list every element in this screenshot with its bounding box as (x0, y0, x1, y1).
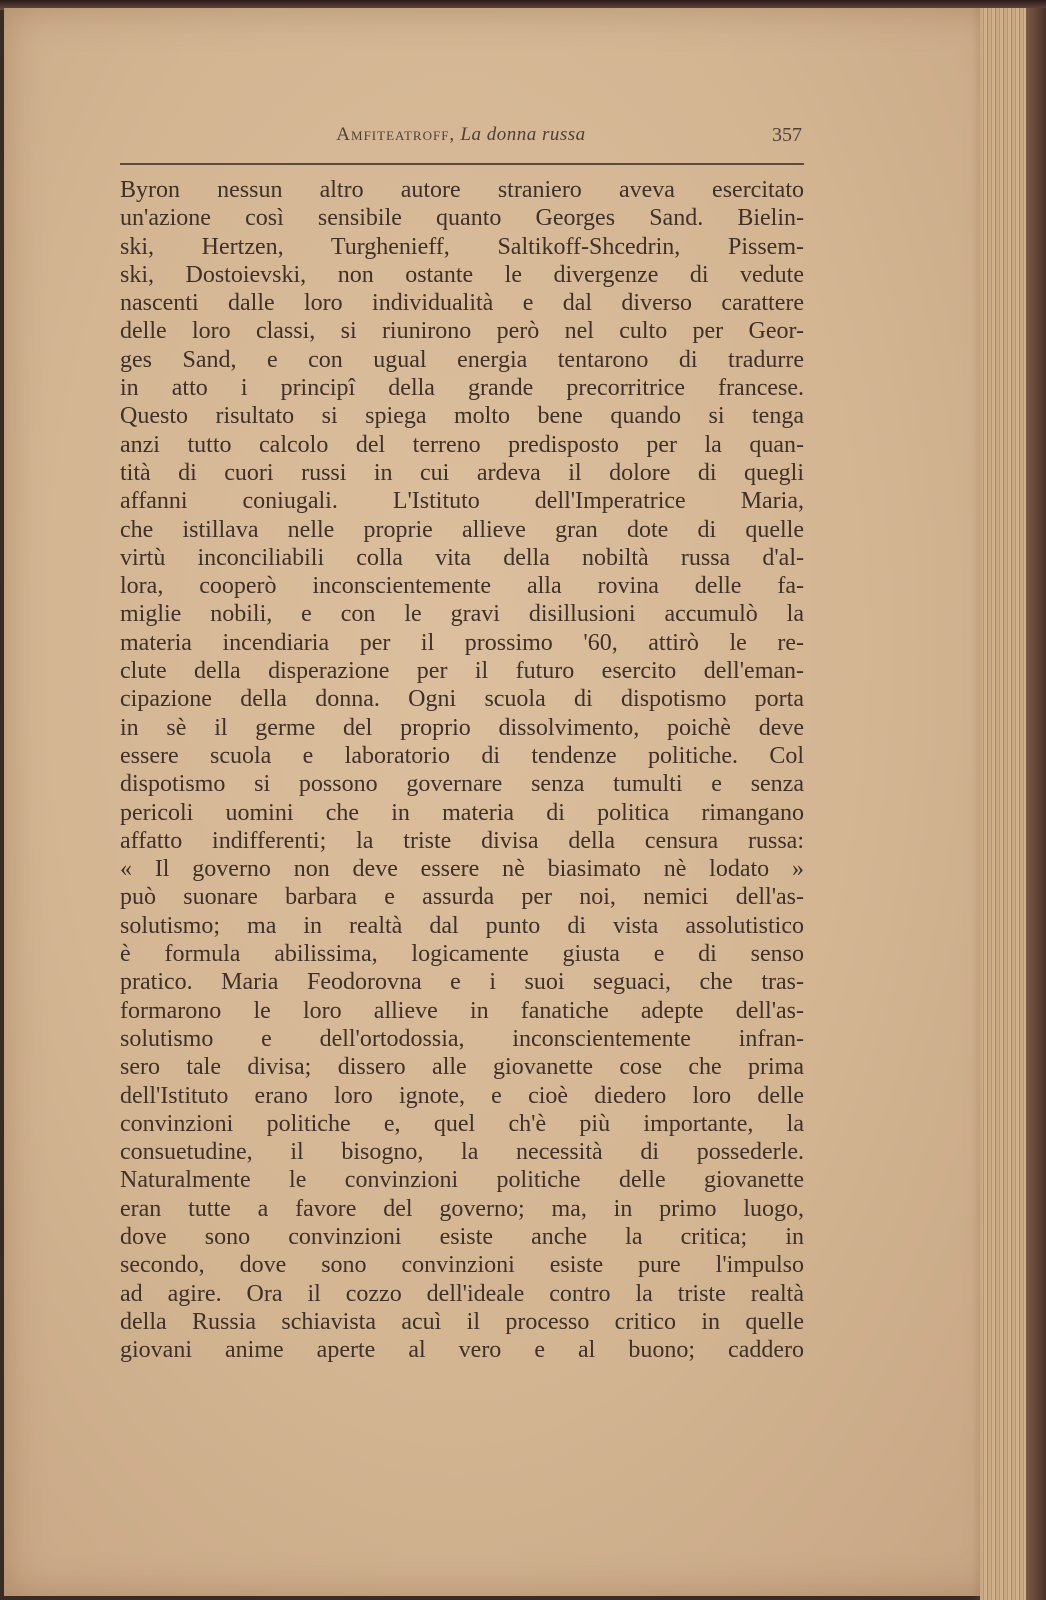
text-line: convinzioni politiche e, quel ch'è più importante, la (120, 1110, 804, 1137)
text-line: sero tale divisa; dissero alle giovanette cose che prima (120, 1054, 804, 1081)
text-line: affatto indifferenti; la triste divisa della censura russa: (120, 827, 804, 854)
work-title: La donna russa (460, 124, 586, 145)
book-spine (1026, 8, 1046, 1600)
running-title (120, 124, 802, 146)
text-line: eran tutte a favore del governo; ma, in primo luogo, (120, 1195, 804, 1222)
text-line: dispotismo si possono governare senza tumulti e senza (120, 771, 804, 798)
text-line: ski, Dostoievski, non ostante le divergenze di vedute (120, 261, 804, 288)
text-line: materia incendiaria per il prossimo '60, attirò le re- (120, 629, 804, 656)
text-line: cipazione della donna. Ogni scuola di dispotismo porta (120, 686, 804, 713)
text-line: ges Sand, e con ugual energia tentarono di tradurre (120, 346, 804, 373)
text-line: pericoli uomini che in materia di politica rimangano (120, 799, 804, 826)
header-rule (120, 163, 804, 165)
text-line: è formula abilissima, logicamente giusta e di senso (120, 941, 804, 968)
text-line: in sè il germe del proprio dissolvimento, poichè deve (120, 714, 804, 741)
text-line: solutismo; ma in realtà dal punto di vista assolutistico (120, 912, 804, 939)
text-line: formarono le loro allieve in fanatiche adepte dell'as- (120, 997, 804, 1024)
text-line: un'azione così sensibile quanto Georges Sand. Bielin- (120, 205, 804, 232)
text-line: lora, cooperò inconscientemente alla rovina delle fa- (120, 573, 804, 600)
text-line: Naturalmente le convinzioni politiche delle giovanette (120, 1167, 804, 1194)
text-line: virtù inconciliabili colla vita della nobiltà russa d'al- (120, 544, 804, 571)
text-line: Byron nessun altro autore straniero aveva esercitato (120, 177, 804, 203)
text-line: « Il governo non deve essere nè biasimato nè lodato » (120, 856, 804, 883)
text-line: tità di cuori russi in cui ardeva il dolore di quegli (120, 459, 804, 486)
text-line: può suonare barbara e assurda per noi, nemici dell'as- (120, 884, 804, 911)
running-header (120, 118, 802, 154)
text-line: ad agire. Ora il cozzo dell'ideale contro la triste realtà (120, 1280, 804, 1307)
text-line: nascenti dalle loro individualità e dal diverso carattere (120, 290, 804, 317)
text-line: essere scuola e laboratorio di tendenze politiche. Col (120, 742, 804, 769)
text-line: delle loro classi, si riunirono però nel culto per Geor- (120, 318, 804, 345)
text-line: secondo, dove sono convinzioni esiste pure l'impulso (120, 1252, 804, 1279)
text-line: che istillava nelle proprie allieve gran dote di quelle (120, 516, 804, 543)
text-line: affanni coniugali. L'Istituto dell'Imperatrice Maria, (120, 488, 804, 515)
text-line: pratico. Maria Feodorovna e i suoi seguaci, che tras- (120, 969, 804, 996)
text-line: giovani anime aperte al vero e al buono; caddero (120, 1337, 804, 1364)
text-line: in atto i principî della grande precorritrice francese. (120, 375, 804, 402)
text-line: della Russia schiavista acuì il processo critico in quelle (120, 1308, 804, 1335)
body-text (120, 176, 804, 1364)
text-line: solutismo e dell'ortodossia, inconscientemente infran- (120, 1025, 804, 1052)
text-line: ski, Hertzen, Turghenieff, Saltikoff-Shcedrin, Pissem- (120, 233, 804, 260)
text-line: clute della disperazione per il futuro esercito dell'eman- (120, 658, 804, 685)
text-line: dell'Istituto erano loro ignote, e cioè diedero loro delle (120, 1082, 804, 1109)
text-line: miglie nobili, e con le gravi disillusioni accumulò la (120, 601, 804, 628)
page-number: 357 (772, 124, 802, 146)
author-name: Amfiteatroff, (336, 124, 456, 145)
text-line: consuetudine, il bisogno, la necessità di possederle. (120, 1139, 804, 1166)
text-line: anzi tutto calcolo del terreno predisposto per la quan- (120, 431, 804, 458)
text-line: dove sono convinzioni esiste anche la critica; in (120, 1223, 804, 1250)
text-line: Questo risultato si spiega molto bene quando si tenga (120, 403, 804, 430)
